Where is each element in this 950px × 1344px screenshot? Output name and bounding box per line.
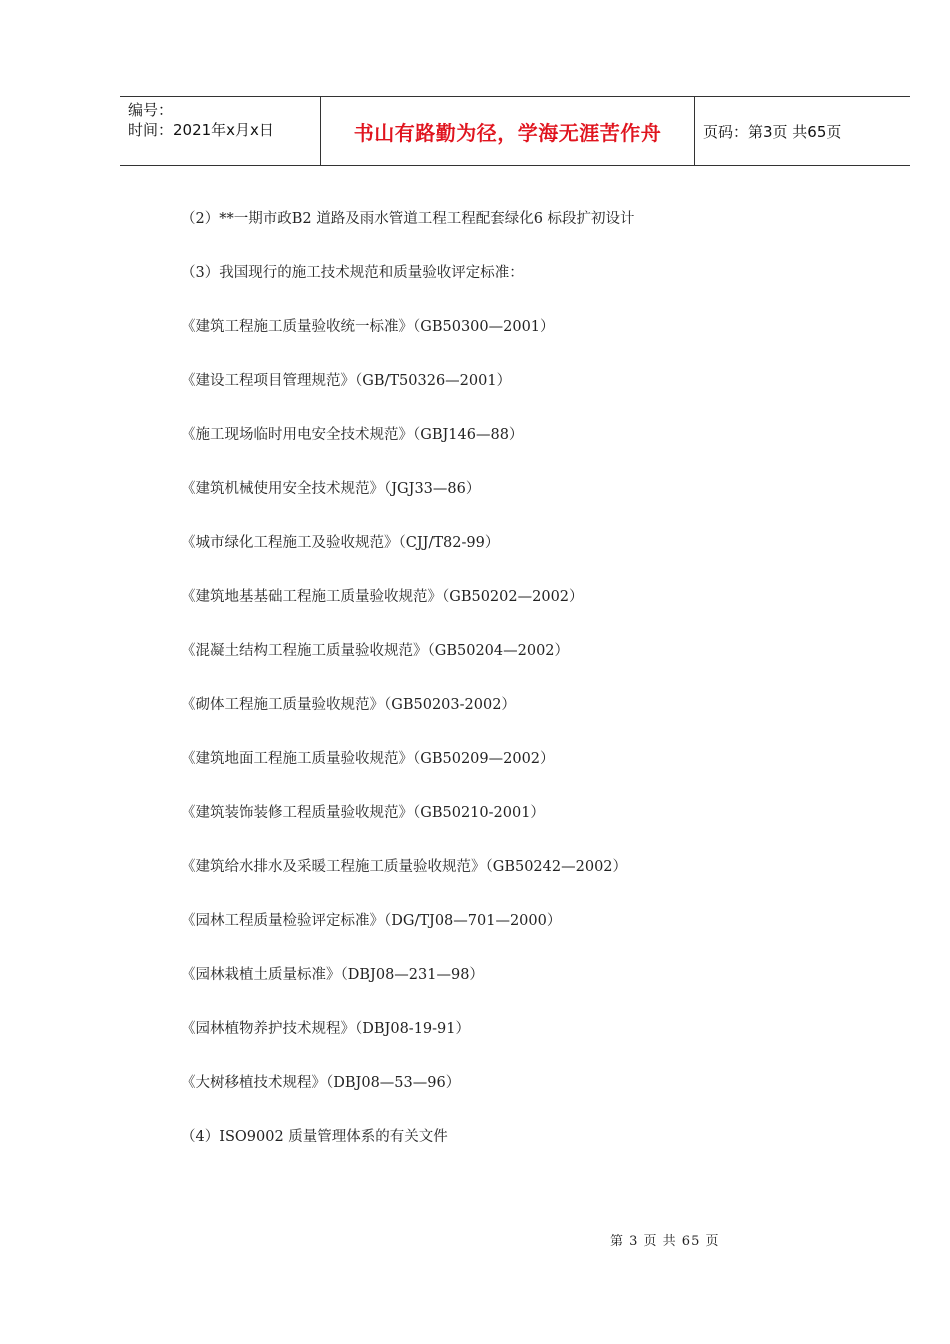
header-motto: 书山有路勤为径，学海无涯苦作舟 <box>353 120 662 145</box>
standard-reference: 《建设工程项目管理规范》（GB/T50326—2001） <box>181 373 512 389</box>
document-number-label: 编号： <box>128 101 174 119</box>
standard-reference: 《园林栽植土质量标准》（DBJ08—231—98） <box>181 967 484 983</box>
standard-reference: 《建筑工程施工质量验收统一标准》（GB50300—2001） <box>181 319 555 335</box>
standard-reference: 《建筑机械使用安全技术规范》（JGJ33—86） <box>181 481 481 497</box>
standard-reference: 《砌体工程施工质量验收规范》（GB50203-2002） <box>181 697 516 713</box>
header-motto-cell <box>321 97 695 165</box>
standard-reference: 《园林工程质量检验评定标准》（DG/TJ08—701—2000） <box>181 913 562 929</box>
standard-reference: 《建筑地面工程施工质量验收规范》（GB50209—2002） <box>181 751 555 767</box>
standard-reference: 《施工现场临时用电安全技术规范》（GBJ146—88） <box>181 427 524 443</box>
header-meta-cell <box>120 97 321 165</box>
standard-reference: 《城市绿化工程施工及验收规范》（CJJ/T82-99） <box>181 535 500 551</box>
header-page-info: 页码：第3页 共65页 <box>703 122 842 141</box>
standard-reference: 《混凝土结构工程施工质量验收规范》（GB50204—2002） <box>181 643 570 659</box>
standard-reference: 《建筑装饰装修工程质量验收规范》（GB50210-2001） <box>181 805 545 821</box>
standard-reference: 《建筑地基基础工程施工质量验收规范》（GB50202—2002） <box>181 589 584 605</box>
body-line: （4）ISO9002 质量管理体系的有关文件 <box>181 1129 448 1145</box>
standard-reference: 《建筑给水排水及采暖工程施工质量验收规范》（GB50242—2002） <box>181 859 628 875</box>
document-time-label: 时间：2021年x月x日 <box>128 121 274 139</box>
page-footer: 第 3 页 共 65 页 <box>610 1234 720 1249</box>
document-header <box>120 96 910 166</box>
standard-reference: 《大树移植技术规程》（DBJ08—53—96） <box>181 1075 461 1091</box>
document-body <box>181 206 881 1178</box>
header-page-cell <box>695 97 910 165</box>
body-line: （3）我国现行的施工技术规范和质量验收评定标准： <box>181 265 524 281</box>
standard-reference: 《园林植物养护技术规程》（DBJ08-19-91） <box>181 1021 470 1037</box>
body-line: （2）**一期市政B2 道路及雨水管道工程工程配套绿化6 标段扩初设计 <box>181 211 635 227</box>
